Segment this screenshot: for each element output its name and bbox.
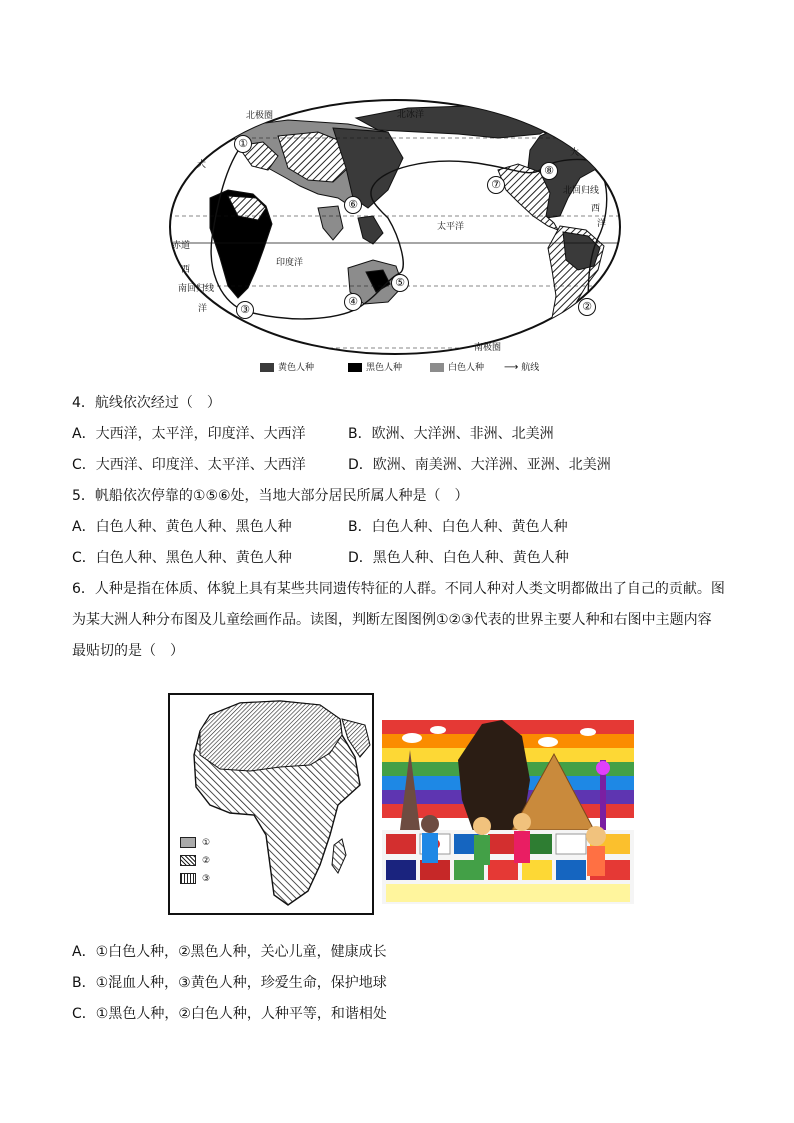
- route-marker-3: ③: [236, 301, 254, 319]
- q4-stem: 4．航线依次经过（ ）: [72, 395, 221, 411]
- legend-swatch-2: [180, 855, 196, 866]
- label-atlantic-xi-right: 西: [591, 204, 601, 214]
- q5-option-a: A．白色人种、黄色人种、黑色人种: [72, 519, 292, 535]
- label-pacific-ocean: 太平洋: [437, 222, 465, 232]
- arrow-icon: ⟶: [504, 362, 519, 373]
- africa-legend-1: ①: [180, 837, 210, 848]
- children-painting: [382, 720, 634, 904]
- label-atlantic-xi-left: 西: [181, 265, 191, 275]
- q5-option-d: D．黑色人种、白色人种、黄色人种: [348, 550, 569, 566]
- q6-stem-line-3: 最贴切的是（ ）: [72, 643, 184, 659]
- label-equator: 赤道: [172, 241, 191, 251]
- label-atlantic-da-right: 大: [570, 148, 580, 158]
- legend-route: ⟶ 航线: [504, 362, 540, 373]
- q4-option-a: A．大西洋，太平洋，印度洋、大西洋: [72, 426, 306, 442]
- map-legend: [260, 356, 560, 376]
- label-atlantic-yang-right: 洋: [597, 219, 607, 229]
- q4-option-b: B．欧洲、大洋洲、非洲、北美洲: [348, 426, 554, 442]
- africa-legend-2: ②: [180, 855, 210, 866]
- label-arctic-ocean: 北冰洋: [397, 110, 425, 120]
- q6-option-c: C．①黑色人种，②白色人种，人种平等，和谐相处: [72, 1006, 387, 1022]
- legend-black-race: 黑色人种: [348, 360, 402, 373]
- route-marker-6: ⑥: [344, 196, 362, 214]
- label-arctic-circle: 北极圈: [246, 111, 274, 121]
- q6-option-b: B．①混血人种，③黄色人种，珍爱生命，保护地球: [72, 975, 387, 991]
- label-atlantic-yang-left: 洋: [198, 304, 208, 314]
- label-antarctic-circle: 南极圈: [474, 343, 502, 353]
- route-marker-2: ②: [578, 298, 596, 316]
- legend-yellow-race: 黄色人种: [260, 360, 314, 373]
- q4-option-d: D．欧洲、南美洲、大洋洲、亚洲、北美洲: [348, 457, 611, 473]
- route-marker-7: ⑦: [487, 176, 505, 194]
- label-indian-ocean: 印度洋: [276, 258, 304, 268]
- q6-stem-line-2: 为某大洲人种分布图及儿童绘画作品。读图，判断左图图例①②③代表的世界主要人种和右图中主题内容: [72, 612, 712, 628]
- legend-white-race: 白色人种: [430, 360, 484, 373]
- label-tropic-capricorn: 南回归线: [178, 284, 215, 294]
- africa-race-map: [168, 693, 374, 915]
- legend-swatch-1: [180, 837, 196, 848]
- q5-option-c: C．白色人种、黑色人种、黄色人种: [72, 550, 292, 566]
- legend-swatch-black: [348, 363, 362, 372]
- q6-option-a: A．①白色人种，②黑色人种，关心儿童，健康成长: [72, 944, 387, 960]
- legend-swatch-yellow: [260, 363, 274, 372]
- painting-drawing: [382, 720, 634, 904]
- q5-option-b: B．白色人种、白色人种、黄色人种: [348, 519, 568, 535]
- route-marker-5: ⑤: [391, 274, 409, 292]
- label-atlantic-da-left: 大: [197, 160, 207, 170]
- route-marker-1: ①: [234, 135, 252, 153]
- q4-option-c: C．大西洋、印度洋、太平洋、大西洋: [72, 457, 306, 473]
- q5-stem: 5．帆船依次停靠的①⑤⑥处，当地大部分居民所属人种是（ ）: [72, 488, 469, 504]
- legend-swatch-white: [430, 363, 444, 372]
- route-marker-4: ④: [344, 293, 362, 311]
- legend-swatch-3: [180, 873, 196, 884]
- q6-stem-line-1: 6．人种是指在体质、体貌上具有某些共同遗传特征的人群。不同人种对人类文明都做出了自己的贡献。图: [72, 581, 725, 597]
- route-marker-8: ⑧: [540, 162, 558, 180]
- africa-legend-3: ③: [180, 873, 210, 884]
- label-tropic-cancer: 北回归线: [563, 186, 600, 196]
